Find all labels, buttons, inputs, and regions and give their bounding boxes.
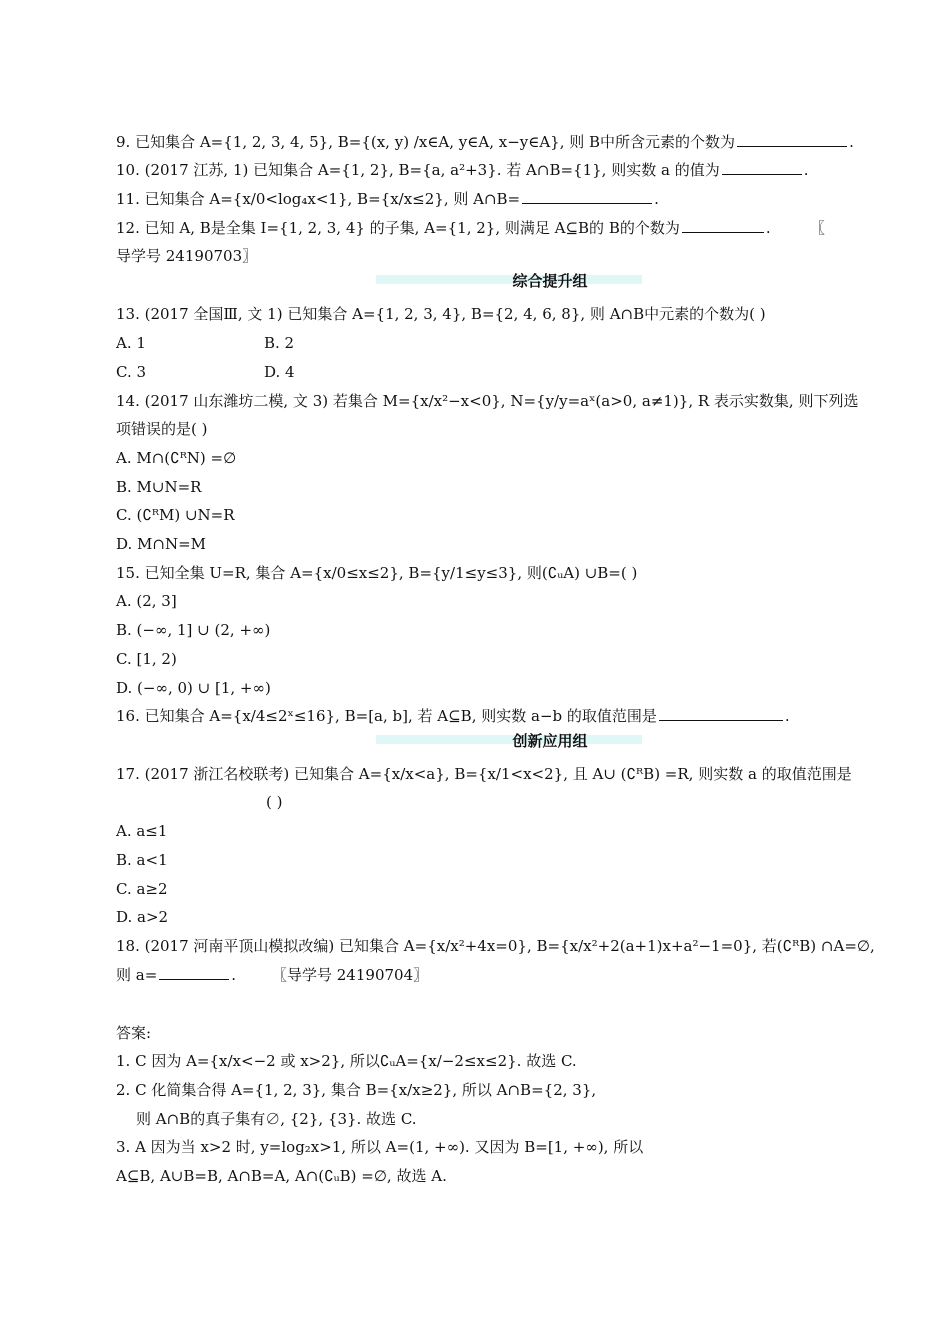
q15-option-c[interactable]: C. [1, 2) [116,650,177,668]
question-15: 15. 已知全集 U=R, 集合 A={x/0≤x≤2}, B={y/1≤y≤3}, 则(∁ᵤA) ∪B=( ) [116,564,638,582]
q13-option-a[interactable]: A. 1 [116,334,146,352]
section-title-innovation: 创新应用组 [512,732,588,750]
q17-option-b[interactable]: B. a<1 [116,851,168,869]
q15-option-b[interactable]: B. (−∞, 1] ∪ (2, +∞) [116,621,271,639]
q17-option-d[interactable]: D. a>2 [116,908,169,926]
q15-option-d[interactable]: D. (−∞, 0) ∪ [1, +∞) [116,679,271,697]
q14-option-a[interactable]: A. M∩(∁ᴿN) =∅ [116,449,237,467]
question-9: 9. 已知集合 A={1, 2, 3, 4, 5}, B={(x, y) /x∈A, y∈A, x−y∈A}, 则 B中所含元素的个数为 . [116,133,854,151]
q17-answer-paren: ( ) [266,793,283,811]
question-11: 11. 已知集合 A={x/0<log₄x<1}, B={x/x≤2}, 则 A∩B= . [116,190,659,208]
q17-option-c[interactable]: C. a≥2 [116,880,168,898]
question-18: 18. (2017 河南平顶山模拟改编) 已知集合 A={x/x²+4x=0}, B={x/x²+2(a+1)x+a²−1=0}, 若(∁ᴿB) ∩A=∅, [116,937,875,955]
answer-blank[interactable] [722,160,802,175]
q14-option-b[interactable]: B. M∪N=R [116,478,202,496]
q14-option-d[interactable]: D. M∩N=M [116,535,207,553]
question-10: 10. (2017 江苏, 1) 已知集合 A={1, 2}, B={a, a²+3}. 若 A∩B={1}, 则实数 a 的值为 . [116,161,809,179]
q14-option-c[interactable]: C. (∁ᴿM) ∪N=R [116,506,235,524]
question-14-cont: 项错误的是( ) [116,420,208,438]
question-16: 16. 已知集合 A={x/4≤2ˣ≤16}, B=[a, b], 若 A⊆B, 则实数 a−b 的取值范围是 . [116,707,790,725]
answer-2: 2. C 化简集合得 A={1, 2, 3}, 集合 B={x/x≥2}, 所以 A∩B={2, 3}, [116,1081,597,1099]
answer-blank[interactable] [682,218,764,233]
ref-number: 〖导学号 24190704〗 [272,966,429,984]
answer-blank[interactable] [737,132,847,147]
answer-blank[interactable] [159,965,229,980]
answer-blank[interactable] [659,706,783,721]
answer-3: 3. A 因为当 x>2 时, y=log₂x>1, 所以 A=(1, +∞). 又因为 B=[1, +∞), 所以 [116,1138,644,1156]
answer-2-cont: 则 A∩B的真子集有∅, {2}, {3}. 故选 C. [136,1110,417,1128]
question-13: 13. (2017 全国Ⅲ, 文 1) 已知集合 A={1, 2, 3, 4}, B={2, 4, 6, 8}, 则 A∩B中元素的个数为( ) [116,305,766,323]
question-18-cont: 则 a= . [116,966,237,984]
answer-3-cont: A⊆B, A∪B=B, A∩B=A, A∩(∁ᵤB) =∅, 故选 A. [116,1167,447,1185]
ref-number: 导学号 24190703〗 [116,247,258,265]
question-14: 14. (2017 山东潍坊二模, 文 3) 若集合 M={x/x²−x<0}, N={y/y=aˣ(a>0, a≠1)}, R 表示实数集, 则下列选 [116,392,859,410]
answer-blank[interactable] [522,189,652,204]
q15-option-a[interactable]: A. (2, 3] [116,592,177,610]
question-17: 17. (2017 浙江名校联考) 已知集合 A={x/x<a}, B={x/1<x<2}, 且 A∪ (∁ᴿB) =R, 则实数 a 的取值范围是 [116,765,852,783]
question-12: 12. 已知 A, B是全集 I={1, 2, 3, 4} 的子集, A={1, 2}, 则满足 A⊆B的 B的个数为 . [116,219,771,237]
q13-option-b[interactable]: B. 2 [264,334,295,352]
q17-option-a[interactable]: A. a≤1 [116,822,168,840]
section-title-comprehensive: 综合提升组 [512,272,588,290]
answer-1: 1. C 因为 A={x/x<−2 或 x>2}, 所以∁ᵤA={x/−2≤x≤2}. 故选 C. [116,1052,577,1070]
ref-bracket: 〖 [810,219,826,237]
q13-option-d[interactable]: D. 4 [264,363,295,381]
q13-option-c[interactable]: C. 3 [116,363,147,381]
answers-heading: 答案: [116,1024,152,1042]
